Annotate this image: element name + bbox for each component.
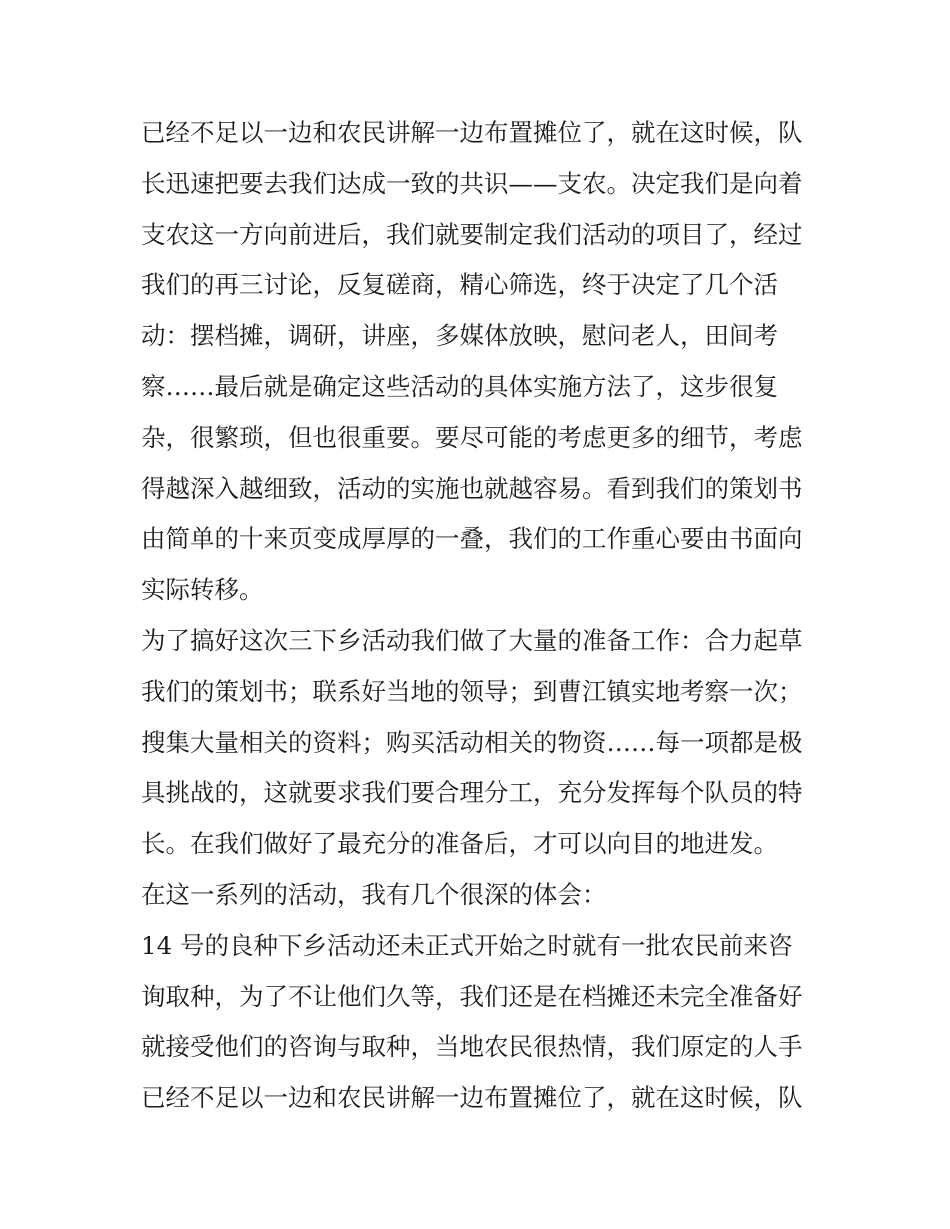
text-line: 具挑战的，这就要求我们要合理分工，充分发挥每个队员的特	[141, 778, 803, 808]
text-line: 动：摆档摊，调研，讲座，多媒体放映，慰问老人，田间考	[141, 321, 778, 351]
text-line: 14 号的良种下乡活动还未正式开始之时就有一批农民前来咨	[141, 930, 793, 960]
text-line: 得越深入越细致，活动的实施也就越容易。看到我们的策划书	[141, 473, 803, 503]
text-line: 询取种，为了不让他们久等，我们还是在档摊还未完全准备好	[141, 981, 803, 1011]
text-line: 杂，很繁琐，但也很重要。要尽可能的考虑更多的细节，考虑	[141, 422, 803, 452]
text-line: 由简单的十来页变成厚厚的一叠，我们的工作重心要由书面向	[141, 524, 803, 554]
body-text	[141, 108, 821, 1124]
text-line: 已经不足以一边和农民讲解一边布置摊位了，就在这时候，队	[141, 1083, 803, 1113]
text-line: 支农这一方向前进后，我们就要制定我们活动的项目了，经过	[141, 219, 803, 249]
text-line: 长。在我们做好了最充分的准备后，才可以向目的地进发。	[141, 829, 778, 859]
text-line: 我们的策划书；联系好当地的领导；到曹江镇实地考察一次；	[141, 676, 803, 706]
text-line: 在这一系列的活动，我有几个很深的体会：	[141, 879, 607, 909]
text-line: 我们的再三讨论，反复磋商，精心筛选，终于决定了几个活	[141, 270, 778, 300]
text-line: 实际转移。	[141, 575, 264, 605]
text-line: 察……最后就是确定这些活动的具体实施方法了，这步很复	[141, 371, 778, 401]
text-line: 为了搞好这次三下乡活动我们做了大量的准备工作：合力起草	[141, 625, 803, 655]
text-line: 长迅速把要去我们达成一致的共识——支农。决定我们是向着	[141, 168, 803, 198]
text-line: 已经不足以一边和农民讲解一边布置摊位了，就在这时候，队	[141, 118, 803, 147]
text-line: 搜集大量相关的资料；购买活动相关的物资……每一项都是极	[141, 727, 803, 757]
text-line: 就接受他们的咨询与取种，当地农民很热情，我们原定的人手	[141, 1032, 803, 1062]
